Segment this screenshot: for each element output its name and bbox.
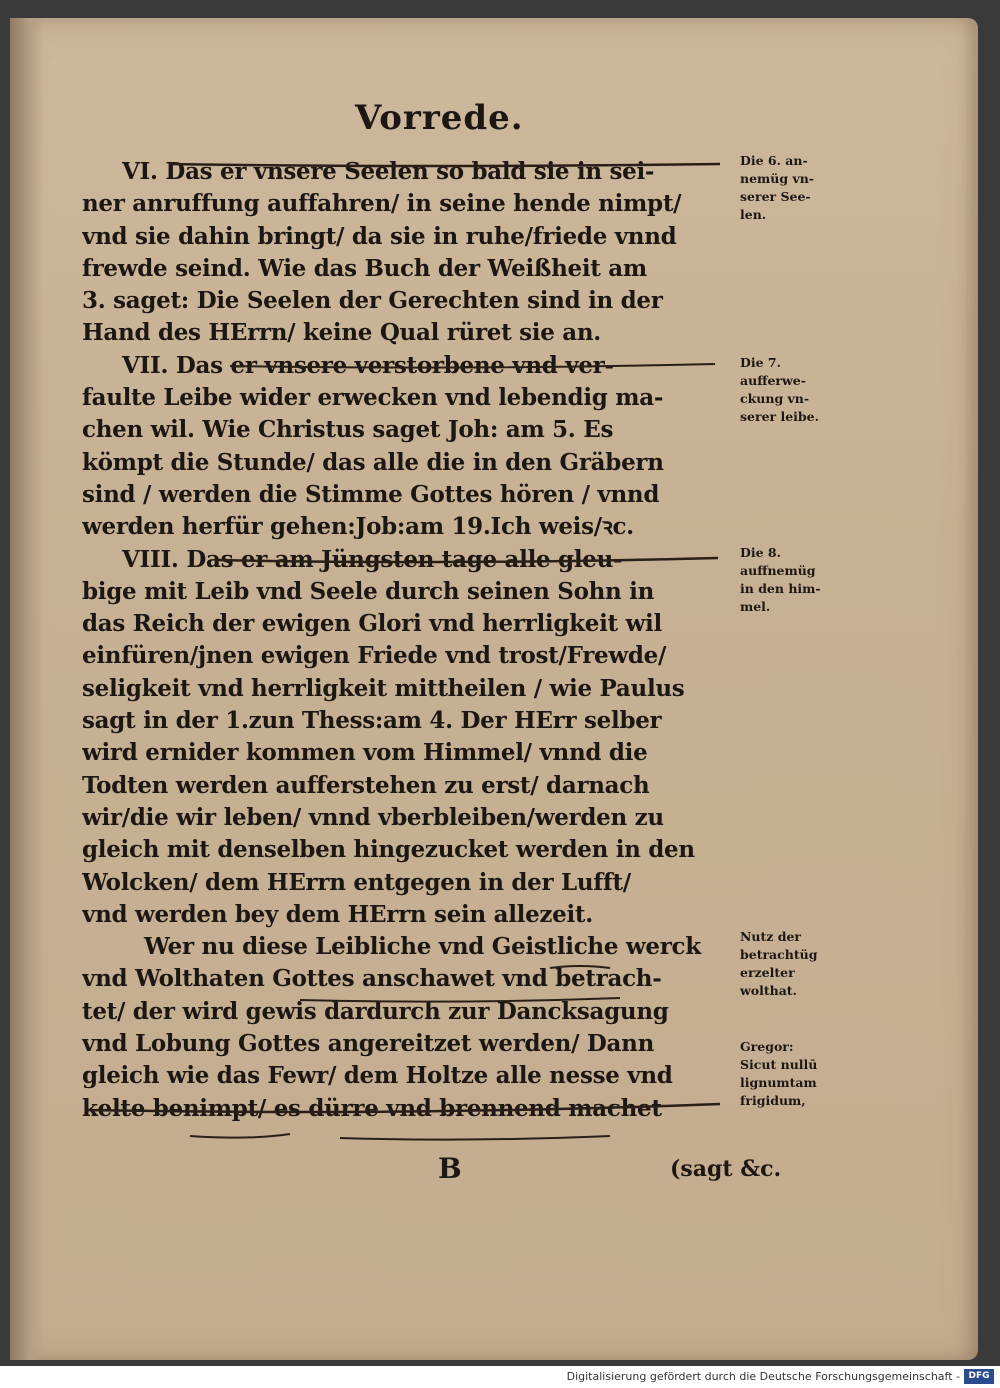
text-line: chen wil. Wie Christus saget Joh: am 5. Es (82, 416, 614, 444)
text-line: Wer nu diese Leibliche vnd Geistliche werck (144, 933, 701, 961)
note-line: lignumtam (740, 1075, 817, 1090)
note-line: wolthat. (740, 983, 797, 998)
signature-mark: B (438, 1152, 462, 1185)
margin-note (740, 354, 819, 426)
note-line: aufferwe- (740, 373, 806, 388)
text-line: einfüren/jnen ewigen Friede vnd trost/Frewde/ (82, 642, 667, 670)
text-line: sind / werden die Stimme Gottes hören / vnnd (82, 480, 660, 508)
note-line: frigidum, (740, 1093, 806, 1108)
margin-note (740, 928, 817, 1000)
text-line: seligkeit vnd herrligkeit mittheilen / wie Paulus (82, 674, 685, 702)
note-line: Gregor: (740, 1039, 794, 1054)
text-line: frewde seind. Wie das Buch der Weißheit am (82, 254, 647, 282)
note-line: Sicut nullū (740, 1057, 818, 1072)
text-line: VII. Das er vnsere verstorbene vnd ver- (122, 351, 614, 379)
note-line: nemüg vn- (740, 171, 814, 186)
note-line: serer See- (740, 189, 811, 204)
text-line: bige mit Leib vnd Seele durch seinen Sohn in (82, 577, 655, 605)
note-line: ckung vn- (740, 391, 810, 406)
text-line: wird ernider kommen vom Himmel/ vnnd die (82, 739, 648, 767)
text-line: 3. saget: Die Seelen der Gerechten sind in der (82, 287, 663, 315)
text-line: vnd sie dahin bringt/ da sie in ruhe/friede vnnd (82, 222, 677, 250)
text-line: faulte Leibe wider erwecken vnd lebendig ma- (82, 384, 664, 412)
note-line: Die 8. (740, 545, 781, 560)
text-line: VI. Das er vnsere Seelen so bald sie in sei- (122, 158, 655, 185)
text-line: Hand des HErrn/ keine Qual rüret sie an. (82, 319, 601, 347)
text-line: gleich wie das Fewr/ dem Holtze alle nesse vnd (82, 1062, 673, 1090)
text-line: kelte benimpt/ es dürre vnd brennend machet (82, 1094, 662, 1122)
margin-note (740, 152, 814, 224)
note-line: mel. (740, 599, 771, 614)
text-line: werden herfür gehen:Job:am 19.Ich weis/ꝛc. (82, 513, 634, 541)
text-line: sagt in der 1.zun Thess:am 4. Der HErr selber (82, 707, 662, 735)
book-page (10, 18, 978, 1360)
note-line: in den him- (740, 581, 821, 596)
text-line: vnd Wolthaten Gottes anschawet vnd betrach- (82, 965, 662, 993)
text-line: ner anruffung auffahren/ in seine hende nimpt/ (82, 190, 682, 218)
note-line: Nutz der (740, 929, 802, 944)
underline-marks (10, 18, 978, 1360)
margin-note (740, 544, 821, 616)
page-heading: Vorrede. (355, 98, 524, 138)
text-line: wir/die wir leben/ vnnd vberbleiben/werden zu (82, 803, 664, 831)
note-line: auffnemüg (740, 563, 816, 578)
dfg-logo: DFG (964, 1369, 994, 1384)
text-line: gleich mit denselben hingezucket werden in den (82, 836, 695, 864)
note-line: Die 6. an- (740, 153, 808, 168)
text-line: Wolcken/ dem HErrn entgegen in der Lufft/ (82, 868, 631, 896)
margin-note (740, 1038, 817, 1110)
footer-bar (0, 1366, 1000, 1388)
catchword: (sagt &c. (670, 1156, 782, 1182)
text-line: tet/ der wird gewis dardurch zur Dancksagung (82, 997, 669, 1025)
text-line: VIII. Das er am Jüngsten tage alle gleu- (122, 545, 623, 573)
text-line: vnd werden bey dem HErrn sein allezeit. (82, 900, 593, 928)
text-line: vnd Lobung Gottes angereitzet werden/ Dann (82, 1030, 654, 1058)
note-line: len. (740, 207, 767, 222)
note-line: Die 7. (740, 355, 781, 370)
text-line: kömpt die Stunde/ das alle die in den Gräbern (82, 448, 664, 476)
text-line: Todten werden aufferstehen zu erst/ darnach (82, 771, 650, 799)
text-line: das Reich der ewigen Glori vnd herrligkeit wil (82, 610, 662, 638)
note-line: serer leibe. (740, 409, 819, 424)
note-line: betrachtüg (740, 947, 818, 962)
funding-credit: Digitalisierung gefördert durch die Deutsche Forschungsgemeinschaft - (566, 1370, 960, 1383)
note-line: erzelter (740, 965, 795, 980)
